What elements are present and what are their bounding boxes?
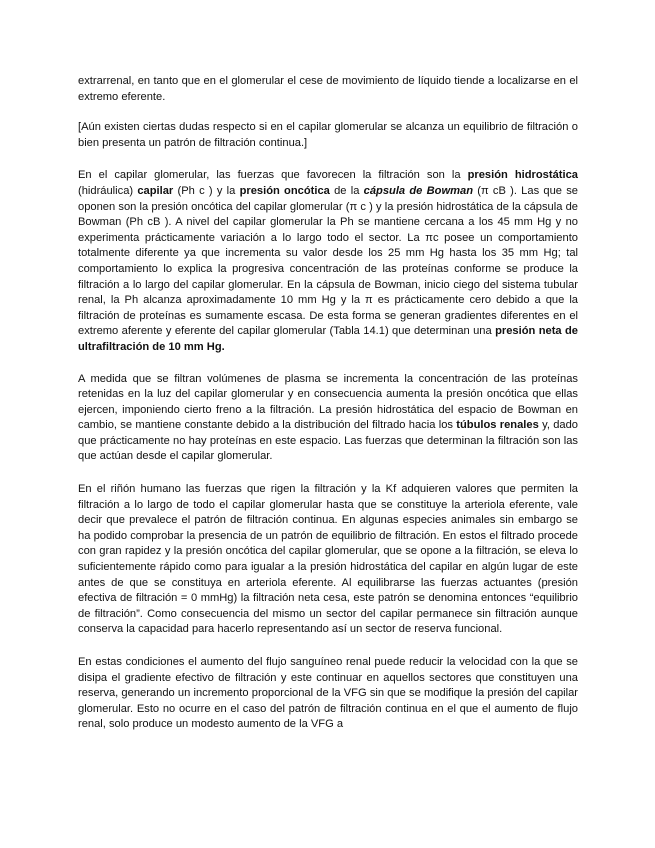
term-presion-hidrostatica: presión hidrostática xyxy=(467,169,578,182)
document-page xyxy=(78,74,578,749)
paragraph-6: En estas condiciones el aumento del flujo sanguíneo renal puede reducir la velocidad con la que se disipa el gradiente efectivo de filtración y este continuar en aquellos sectores que constituyen una reserva, generando un incremento proporcional de la VFG sin que se modifique la presión del capilar glomerular. Esto no ocurre en el caso del patrón de filtración continua en el que el aumento de flujo renal, solo produce un modesto aumento de la VFG a xyxy=(78,656,578,731)
paragraph-5: En el riñón humano las fuerzas que rigen la filtración y la Kf adquieren valores que permiten la filtración a lo largo de todo el capilar glomerular hasta que se constituye la arteriola eferente, vale decir que prevalece el patrón de filtración continua. En algunas especies animales sin embargo se ha podido comprobar la presencia de un patrón de equilibrio de filtración. En estos el filtrado procede con gran rapidez y la presión oncótica del capilar glomerular, que se opone a la filtración, se eleva lo suficientemente rápido como para igualar a la presión hidrostática del capilar en algún lugar de este antes de que se constituya en arteriola eferente. Al equilibrarse las fuerzas actuantes (presión efectiva de filtración = 0 mmHg) la filtración neta cesa, este patrón se denomina entonces “equilibrio de filtración”. Como consecuencia del mismo un sector del capilar permanece sin filtración aunque conserva la capacidad para hacerlo representando así un sector de reserva funcional. xyxy=(78,483,578,636)
paragraph-4-text-2: y, dado que prácticamente no hay proteínas en este espacio. Las fuerzas que determinan la filtración son las que actúan desde el capilar glomerular. xyxy=(78,419,578,463)
paragraph-3-text-4: de la xyxy=(329,184,364,197)
paragraph-3-text-3: (Ph c ) y la xyxy=(173,184,240,197)
paragraph-3-text-5: (π cB ). Las que se oponen son la presión oncótica del capilar glomerular (π c ) y la presión hidrostática de la cápsula de Bowman (Ph cB ). A nivel del capilar glomerular la Ph se mantiene cercana a los 45 mm Hg y no experimenta prácticamente variación a lo largo todo el sector. La πc posee un comportamiento totalmente diferente ya que incrementa su valor desde los 25 mm Hg hasta los 35 mm Hg; tal comportamiento lo explica la progresiva concentración de las proteínas conforme se produce la filtración a lo largo del capilar glomerular. En la cápsula de Bowman, inicio ciego del sistema tubular renal, la Ph alcanza aproximadamente 10 mm Hg y la π es prácticamente cero debido a que la filtración de proteínas es sumamente escasa. De esta forma se generan gradientes diferentes en el extremo aferente y eferente del capilar glomerular (Tabla 14.1) que determinan una xyxy=(78,184,578,338)
term-presion-neta-ultrafiltracion: presión neta de ultrafiltración de 10 mm Hg. xyxy=(78,325,578,353)
paragraph-3-text-2: (hidráulica) xyxy=(78,184,138,197)
paragraph-3 xyxy=(78,168,578,355)
term-capsula-de-bowman: cápsula de Bowman xyxy=(363,184,474,197)
term-capilar: capilar xyxy=(137,184,174,197)
paragraph-1: extrarrenal, en tanto que en el glomerular el cese de movimiento de líquido tiende a localizarse en el extremo eferente. xyxy=(78,75,578,103)
term-tubulos-renales: túbulos renales xyxy=(456,419,539,432)
term-presion-oncotica: presión oncótica xyxy=(239,184,330,197)
paragraph-4-text-1: A medida que se filtran volúmenes de plasma se incrementa la concentración de las proteínas retenidas en la luz del capilar glomerular y en consecuencia aumenta la presión oncótica que ellas ejercen, imponiendo cierto freno a la filtración. La presión hidrostática del espacio de Bowman en cambio, se mantiene constante debido a la distribución del filtrado hacia los xyxy=(78,372,578,432)
paragraph-3-text-1: En el capilar glomerular, las fuerzas que favorecen la filtración son la xyxy=(78,169,468,182)
paragraph-4 xyxy=(78,372,578,466)
paragraph-2: [Aún existen ciertas dudas respecto si en el capilar glomerular se alcanza un equilibrio de filtración o bien presenta un patrón de filtración continua.] xyxy=(78,121,578,149)
